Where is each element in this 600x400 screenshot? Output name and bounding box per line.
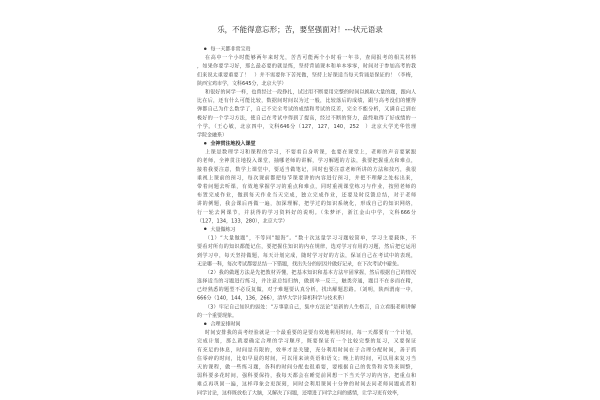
text-line: 选择适当的习题进行练习，并注意总结归纳，做到举一反三，触类旁通，题目不在多而在精， — [197, 278, 416, 284]
section-heading-text: 全神贯注地投入课堂 — [210, 140, 256, 147]
text-line: 极好的一个学习方法，使自己在考试中得到了提高，经过不断的努力，最终取得了好成绩的一 — [197, 114, 416, 121]
paragraph — [197, 148, 416, 225]
text-line: （2）我的做题方法是先把教材弄懂，把基本知识和基本方法牢固掌握，然后根据自己的情况 — [205, 269, 416, 276]
text-line: 带着问题去听课，有效地掌握学习的重点和难点，同时重视课堂练习与作业，按照老师的 — [197, 183, 416, 190]
text-line: 讲的例题，我会课后再做一遍，加深理解，把学过的知识系统化，形成自己的知识网络， — [197, 200, 416, 207]
text-line: 上课是数理学习和课程的学习，不要看自身听课，也要在课堂上，老师的声音要紧跟 — [205, 149, 416, 155]
text-line: 布置完成作业，做到每天作业当天完成，独立完成作业，还要及时反馈总结，对于老师 — [197, 192, 416, 198]
text-line: 要看对所有的知识都能记住，要把握住知识的内在规律，选对学习有用的习题，然后把它运用 — [197, 243, 416, 250]
bullet-icon — [204, 227, 207, 230]
document-body — [197, 45, 416, 397]
text-line: （127，134，133，280），北京大学） — [197, 218, 288, 224]
text-line: ，如果你要学习好，那么最必要的就是练，坚持背诵课本和单本零零，时间对于参加高考的我 — [197, 63, 416, 69]
section-heading — [197, 320, 416, 329]
section-heading — [197, 139, 416, 148]
text-line: 无论哪一科，每次考试都要总结一下错题，找出失分的原因并做好记录，在下次考试中避免。 — [197, 261, 402, 267]
section-heading-text: 每一天都非常宝贵 — [210, 46, 251, 52]
bullet-icon — [204, 322, 207, 325]
text-line: 到学习中，每天坚持做题，每天计划完成，随时学习好的方法，保证自己在考试中的表现， — [197, 252, 416, 258]
text-line: 同学讨论，这样既放松了大脑，又解决了问题，还增进了同学之间的感情，让学习更有效率， — [197, 389, 402, 396]
text-line: 的一个重要现象。 — [197, 312, 237, 319]
bullet-icon — [204, 47, 207, 50]
text-line: 难点再巩固一遍，这样印象会更深刻，同时会利用课间十分钟的时间去问老师问题或者和 — [197, 381, 416, 387]
text-line: 时间安排我的高考经验就是一个最重要的是要有效地利用时间，每一天都要有一个计划， — [205, 329, 416, 336]
text-line: 行一轮去网课节，并获得的学习资料好的说明。（朱梦评，浙江金山中学，文科666分 — [197, 209, 416, 215]
text-line: 学院金融系） — [197, 132, 227, 138]
bullet-icon — [204, 141, 207, 144]
text-line: 天的课程，做一些练习题，各科的时间分配也很重要，要根据自己的优势和劣势来调整， — [197, 364, 416, 370]
paragraph — [197, 268, 416, 302]
text-line: 个学。（王心敏，北京四中，文科646分（127，127，140，252 ）北京大学光华管理 — [197, 123, 416, 130]
paragraph — [197, 328, 416, 397]
section-heading — [197, 225, 416, 234]
text-line: 重视上课前的预习，每次课前都把每节课要讲的内容进行预习，并把不理解之处标出来， — [197, 175, 416, 181]
text-line: 和很好的同学一样，也曾经过一段挣扎，试过用不断要用完整的时间以换取大量的题，跟向人 — [205, 89, 416, 95]
text-line: （3）牢记自己知识的弱处：“万事靠自己，集中方法论”是新的人生格言，自立看服老师讲解 — [205, 304, 416, 310]
text-line: 的老师，全神贯注地投入课堂，抽哪老师的讲解，学习解题的方法，我要把握重点和难点， — [197, 157, 416, 164]
text-line: 们来说太重要重要了！ ）并不需要你下苦死做，坚持上好课适当每天背诵是保证的！（李梅， — [197, 71, 416, 78]
text-line: 接着我要注意，数学上课堂中，要适当做笔记，同时也要注意老师所讲的方法和技巧，我很 — [197, 166, 416, 172]
section-heading — [197, 45, 416, 54]
text-line: 有充足的休息，时间是有限的，效率才是关键，充分利用时间在于合理分配时间，善于抓 — [197, 346, 416, 353]
text-line: 住零碎的时间，比如早晨的时间，可以用来读英语和语文；晚上的时间，可以用来复习当 — [197, 355, 416, 362]
text-line: （1）“大量做题”，不等同“题海”。“数十次这量学习习题较简单，学习主要载体，不 — [205, 235, 416, 241]
paragraph — [197, 88, 416, 140]
section-heading-text: 大量做练习 — [210, 226, 236, 233]
text-line: 已经熟悉的题型不必反复做，对于难题要认真分析，找出解题思路。（刘明，陕西渭南一中， — [197, 286, 416, 293]
document-title: 乐，不能得意忘形；苦，要坚强面对！---状元语录 — [217, 25, 383, 34]
text-line: 弹都自己为什么数学了，自己不完全考试的成绩和考试的反差，完全不能分析，又满自己到在 — [197, 106, 416, 112]
text-line: 陕西宝鸡市学，文科645分，北京大学） — [197, 80, 287, 87]
text-line: 完成计划，那么就要确定合理的学习顺序，既要保证有一个比较完整的复习，又要保证 — [197, 338, 416, 344]
section-heading-text: 合理安排时间 — [210, 321, 241, 327]
paragraph — [197, 234, 416, 268]
text-line: 比在后，还有什么可能比较，数据间时间以为过一般，比较落后的成绩，跟与高考没们的懂得 — [197, 97, 416, 104]
paragraph — [197, 303, 416, 320]
text-line: 在高中一个小时能够两年来时光，苦苦可能两个小时看一年书，查阅报考的相关材料 — [205, 54, 416, 61]
text-line: 666分（140，144，136，266），清华大学计算机科学与技术系） — [197, 295, 348, 301]
paragraph — [197, 53, 416, 87]
text-line: 弱科要多花时间，强科要保持，我每天都会在睡觉前回想一下当天学习的内容，把重点和 — [197, 372, 416, 379]
